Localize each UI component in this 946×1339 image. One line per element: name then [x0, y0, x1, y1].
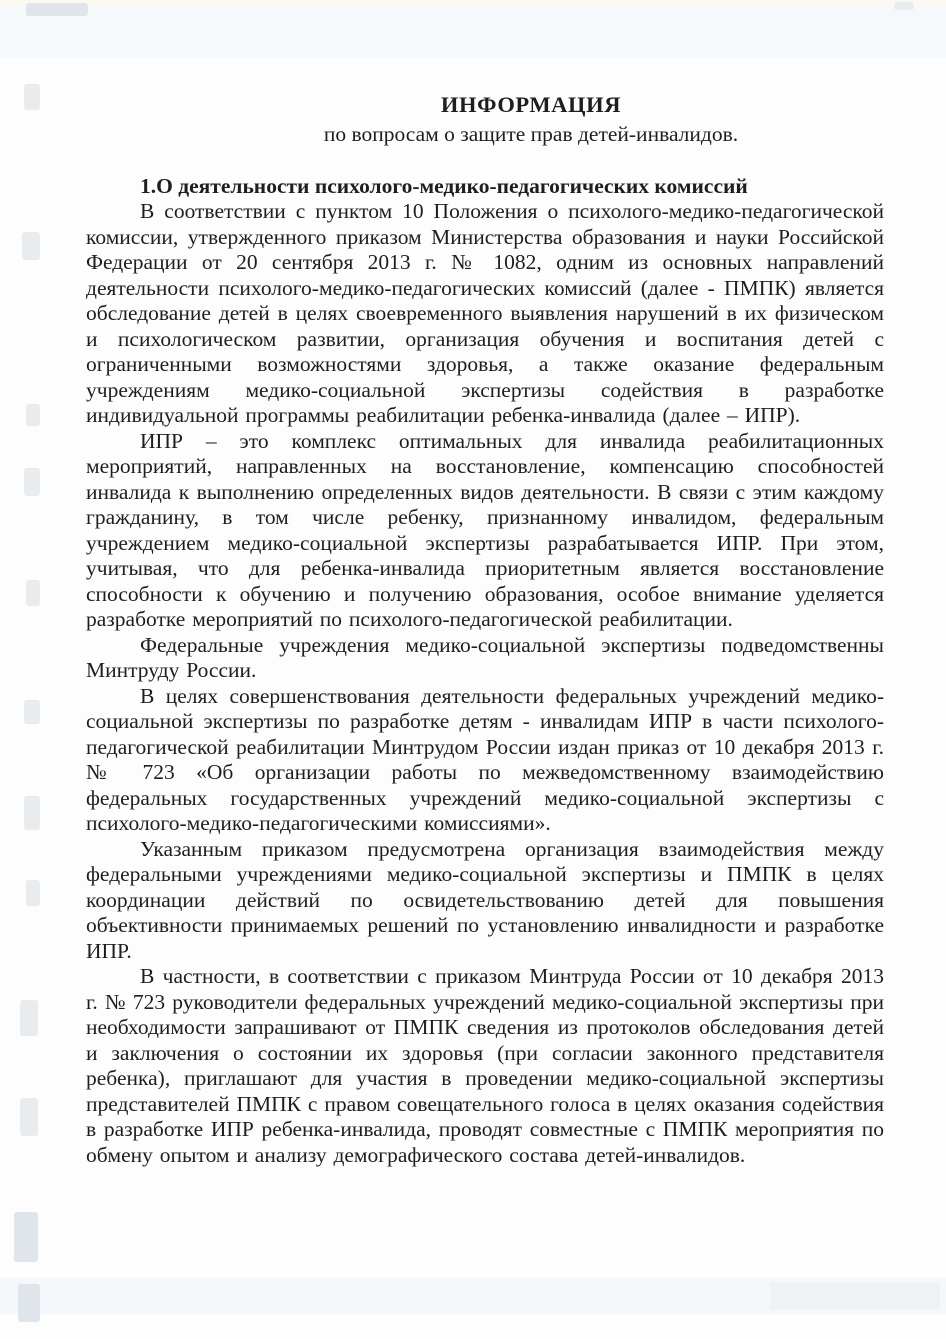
paragraph: В соответствии с пунктом 10 Положения о психолого-медико-педагогической комиссии, утвержденного приказом Министерства образования и науки Российской Федерации от 20 сентября 2013 г. № 1082, одним из основных направлений деятельности психолого-медико-педагогических комиссий (далее - ПМПК) является обследование детей в целях своевременного выявления нарушений в их физическом и психологическом развитии, организация обучения и воспитания детей с ограниченными возможностями здоровья, а также оказание федеральным учреждениям медико-социальной экспертизы содействия в разработке индивидуальной программы реабилитации ребенка-инвалида (далее – ИПР). [86, 199, 884, 427]
paragraph: В частности, в соответствии с приказом Минтруда России от 10 декабря 2013 г. № 723 руководители федеральных учреждений медико-социальной экспертизы при необходимости запрашивают от ПМПК сведения из протоколов обследования детей и заключения о состоянии их здоровья (при согласии законного представителя ребенка), приглашают для участия в проведении медико-социальной экспертизы представителей ПМПК с правом совещательного голоса в целях оказания содействия в разработке ИПР ребенка-инвалида, проводят совместные с ПМПК мероприятия по обмену опытом и анализу демографического состава детей-инвалидов. [86, 964, 884, 1167]
paragraph: В целях совершенствования деятельности федеральных учреждений медико-социальной экспертизы по разработке детям - инвалидам ИПР в части психолого-педагогической реабилитации Минтрудом России издан приказ от 10 декабря 2013 г. № 723 «Об организации работы по межведомственному взаимодействию федеральных государственных учреждений медико-социальной экспертизы с психолого-медико-педагогическими комиссиями». [86, 683, 884, 835]
scan-artifact [24, 84, 40, 110]
document-content [86, 88, 884, 1168]
document-header [86, 88, 884, 147]
scan-artifact [894, 2, 914, 10]
scan-artifact [26, 880, 40, 906]
scan-artifact [20, 1000, 38, 1036]
scan-artifact [24, 700, 40, 724]
document-title: ИНФОРМАЦИЯ [440, 92, 622, 117]
scan-band-top [0, 6, 946, 58]
section-heading: 1.О деятельности психолого-медико-педагогических комиссий [140, 174, 748, 198]
scan-band-top-cream [0, 0, 946, 6]
scan-artifact [26, 404, 40, 426]
paragraph: ИПР – это комплекс оптимальных для инвалида реабилитационных мероприятий, направленных на восстановление, компенсацию способностей инвалида к выполнению определенных видов деятельности. В связи с этим каждому гражданину, в том числе ребенку, признанному инвалидом, федеральным учреждением медико-социальной экспертизы разрабатывается ИПР. При этом, учитывая, что для ребенка-инвалида приоритетным является восстановление способности к обучению и получению образования, особое внимание уделяется разработке мероприятий по психолого-педагогической реабилитации. [86, 428, 884, 631]
scan-artifact [14, 1212, 38, 1262]
document-subtitle: по вопросам о защите прав детей-инвалидов. [323, 122, 739, 146]
scan-artifact [18, 1284, 40, 1322]
document-body [86, 199, 884, 1168]
scan-artifact [24, 468, 40, 496]
scan-artifact [22, 232, 40, 260]
scan-artifact [770, 1282, 940, 1310]
scan-artifact [20, 1098, 38, 1136]
scan-band-bottom [0, 1278, 946, 1314]
paragraph: Федеральные учреждения медико-социальной экспертизы подведомственны Минтруду России. [86, 632, 884, 682]
scan-artifact [26, 580, 40, 606]
scan-artifact [24, 796, 40, 830]
scan-artifact [26, 3, 88, 16]
paragraph: Указанным приказом предусмотрена организация взаимодействия между федеральными учреждениями медико-социальной экспертизы и ПМПК в целях координации действий по освидетельствованию детей для повышения объективности принимаемых решений по установлению инвалидности и разработке ИПР. [86, 836, 884, 963]
